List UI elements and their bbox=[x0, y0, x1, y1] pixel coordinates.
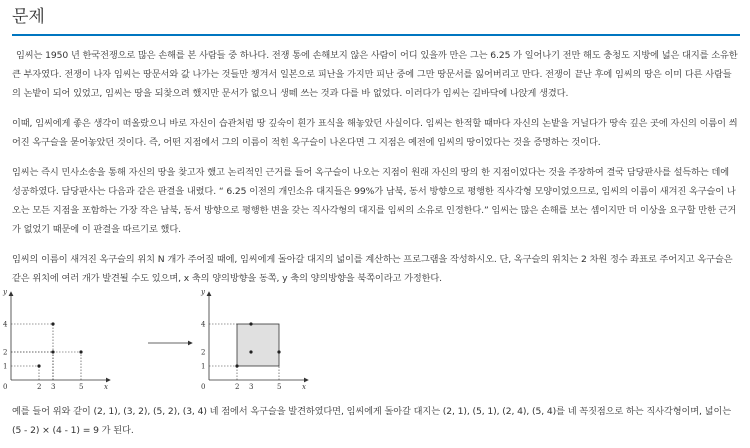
jade-bead-point bbox=[51, 322, 54, 325]
jade-bead-point bbox=[79, 350, 82, 353]
jade-bead-point bbox=[249, 350, 252, 353]
x-tick-label: 3 bbox=[249, 383, 254, 391]
y-tick-label: 2 bbox=[3, 348, 8, 357]
y-tick-label: 2 bbox=[201, 348, 206, 357]
section-title: 문제 bbox=[12, 7, 45, 27]
example-figure bbox=[0, 286, 728, 394]
description-paragraph-4: 임씨의 이름이 새겨진 옥구슬의 위치 N 개가 주어질 때에, 임씨에게 돌아갈 대지의 넓이를 계산하는 프로그램을 작성하시오. 단, 옥구슬의 위치는 2 차원 정수 좌표로 주어지고 옥구슬은 같은 위치에 여러 개가 발견될 수도 있으며, x 축의 양의방향을 동쪽, y 축의 양의방향을 북쪽이라고 가정한다. bbox=[12, 254, 733, 284]
jade-bead-point bbox=[37, 364, 40, 367]
description-paragraph-3: 임씨는 즉시 민사소송을 통해 자신의 땅을 찾고자 했고 논리적인 근거를 들어 옥구슬이 나오는 지점이 원래 자신의 땅의 한 지점이었다는 것을 주장하여 결국 담당판사를 설득하는 데에 성공하였다. 담당판사는 다음과 같은 판결을 내렸다. “ 6.25 이전의 개인소유 대지들은 99%가 남북, 동서 방향으로 평행한 직사각형 모양이었으므로, 임씨의 이름이 새겨진 옥구슬이 나오는 모든 지점을 포함하는 가장 작은 남북, 동서 방향으로 평행한 변을 갖는 직사각형의 대지를 임씨의 소유로 인정한다.” 임씨는 많은 손해를 보는 셈이지만 더 이상을 요구할 만한 근거가 없었기 때문에 이 판결을 따르기로 했다. bbox=[12, 167, 737, 235]
y-axis-label: y bbox=[3, 288, 7, 296]
jade-bead-point bbox=[249, 322, 252, 325]
jade-bead-point bbox=[235, 364, 238, 367]
y-tick-label: 4 bbox=[201, 320, 206, 329]
y-tick-label: 4 bbox=[3, 320, 8, 329]
y-tick-label: 1 bbox=[3, 362, 8, 371]
x-tick-label: 3 bbox=[51, 383, 56, 391]
origin-label: 0 bbox=[3, 383, 8, 391]
x-tick-label: 5 bbox=[79, 383, 84, 391]
example-figure-svg bbox=[0, 286, 340, 394]
jade-bead-point bbox=[277, 350, 280, 353]
problem-description bbox=[12, 46, 740, 299]
land-rectangle bbox=[237, 324, 279, 366]
x-axis-label: x bbox=[104, 383, 108, 391]
x-axis-label: x bbox=[302, 383, 306, 391]
x-tick-label: 2 bbox=[37, 383, 42, 391]
example-explanation bbox=[12, 402, 740, 440]
rectangle-plot bbox=[200, 288, 308, 391]
x-tick-label: 5 bbox=[277, 383, 282, 391]
jade-bead-point bbox=[51, 350, 54, 353]
origin-label: 0 bbox=[201, 383, 206, 391]
description-paragraph-2: 이때, 임씨에게 좋은 생각이 떠올랐으니 바로 자신이 습관처럼 땅 깊숙이 흰가 표식을 해놓았던 사실이다. 임씨는 한적할 때마다 자신의 논밭을 거닐다가 땅속 깊은 곳에 자신의 이름이 씌어진 옥구슬을 묻어놓았던 것이다. 즉, 어떤 지점에서 그의 이름이 적힌 옥구슬이 나온다면 그 지점은 예전에 임씨의 땅이었다는 것을 증명하는 것이다. bbox=[12, 118, 738, 148]
title-underline bbox=[12, 34, 740, 36]
points-plot bbox=[2, 288, 110, 391]
closing-paragraph: 예를 들어 위와 같이 (2, 1), (3, 2), (5, 2), (3, 4) 네 점에서 옥구슬을 발견하였다면, 임씨에게 돌아갈 대지는 (2, 1), (5, 1), (2, 4), (5, 4)를 네 꼭짓점으로 하는 직사각형이며, 넓이는 (5 - 2) × (4 - 1) = 9 가 된다. bbox=[12, 406, 731, 436]
problem-header bbox=[12, 4, 740, 30]
description-paragraph-1: 임씨는 1950 년 한국전쟁으로 많은 손해를 본 사람들 중 하나다. 전쟁 통에 손해보지 않은 사람이 어디 있을까 만은 그는 6.25 가 일어나기 전만 해도 충청도 지방에 넓은 대지를 소유한 큰 부자였다. 전쟁이 나자 임씨는 땅문서와 값 나가는 것들만 챙겨서 일본으로 피난을 가지만 피난 중에 그만 땅문서를 잃어버리고 만다. 전쟁이 끝난 후에 임씨의 땅은 이미 다른 사람들의 논밭이 되어 있었고, 임씨는 땅을 되찾으려 했지만 문서가 없으니 생떼 쓰는 것과 다를 바 없었다. 이러다가 임씨는 길바닥에 나앉게 생겼다. bbox=[12, 50, 738, 99]
y-tick-label: 1 bbox=[201, 362, 206, 371]
x-tick-label: 2 bbox=[235, 383, 240, 391]
y-axis-label: y bbox=[201, 288, 205, 296]
